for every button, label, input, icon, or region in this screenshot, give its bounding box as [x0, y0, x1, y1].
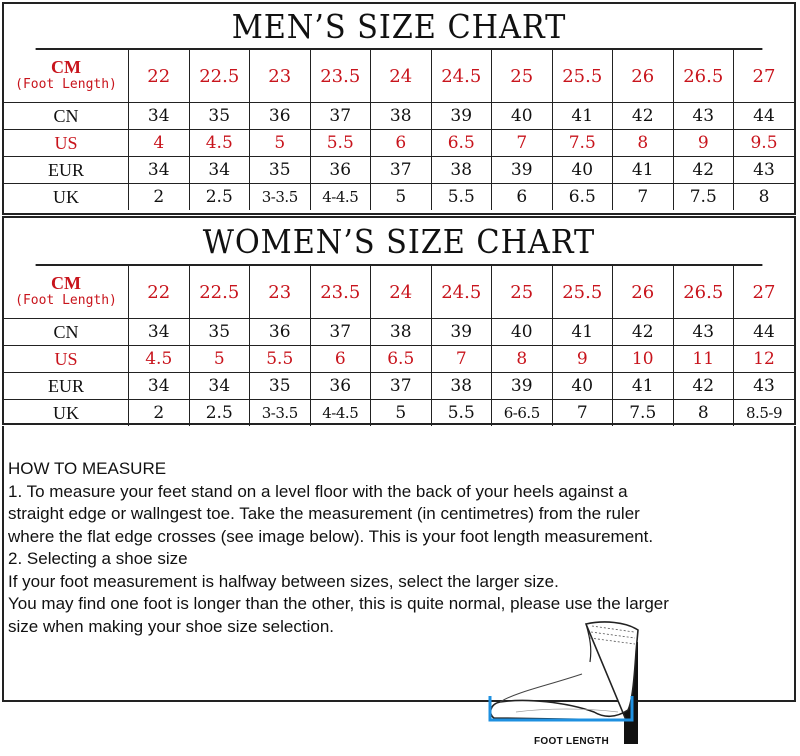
women-chart-title: WOMEN’S SIZE CHART: [36, 218, 763, 266]
men-cell-uk: 2: [129, 184, 190, 211]
men-cell-us: 8: [613, 130, 674, 157]
women-cell-eur: 41: [613, 373, 674, 400]
measure-line: If your foot measurement is halfway between sizes, select the larger size.: [8, 571, 559, 591]
men-cell-cn: 42: [613, 103, 674, 130]
men-row-label-cm: [4, 50, 129, 103]
women-cell-eur: 40: [552, 373, 613, 400]
men-cell-cn: 41: [552, 103, 613, 130]
men-cell-eur: 40: [552, 157, 613, 184]
women-cell-us: 6.5: [371, 346, 432, 373]
women-cell-eur: 38: [431, 373, 492, 400]
men-cell-uk: 7.5: [673, 184, 734, 211]
women-cell-eur: 34: [129, 373, 190, 400]
men-cell-cn: 38: [371, 103, 432, 130]
men-size-chart: [2, 2, 796, 215]
women-cell-cn: 39: [431, 319, 492, 346]
men-row-label-eur: [4, 157, 129, 184]
women-cell-uk: 7: [552, 400, 613, 427]
women-size-table: [4, 266, 794, 426]
men-cell-cm: 25: [492, 50, 553, 103]
men-cell-us: 4: [129, 130, 190, 157]
row-label-text: CN: [53, 321, 79, 342]
men-cell-cn: 40: [492, 103, 553, 130]
men-row-label-cn: [4, 103, 129, 130]
men-cell-uk: 5: [371, 184, 432, 211]
measure-subheading: 2. Selecting a shoe size: [8, 549, 188, 568]
men-cell-eur: 36: [310, 157, 371, 184]
men-row-label-uk: [4, 184, 129, 211]
men-cell-cm: 22.5: [189, 50, 250, 103]
men-cell-us: 4.5: [189, 130, 250, 157]
women-cell-uk: 5.5: [431, 400, 492, 427]
men-row-cm: [4, 50, 794, 103]
women-cell-uk: 4-4.5: [310, 400, 371, 427]
women-cell-us: 11: [673, 346, 734, 373]
foot-icon: [491, 622, 638, 720]
men-row-label-us: [4, 130, 129, 157]
men-cell-cm: 24: [371, 50, 432, 103]
women-cell-uk: 7.5: [613, 400, 674, 427]
women-cell-us: 8: [492, 346, 553, 373]
men-cell-us: 5: [250, 130, 311, 157]
women-cell-eur: 36: [310, 373, 371, 400]
men-chart-title: MEN’S SIZE CHART: [36, 4, 763, 50]
men-cell-eur: 41: [613, 157, 674, 184]
men-cell-cm: 26.5: [673, 50, 734, 103]
women-cell-eur: 42: [673, 373, 734, 400]
row-label-text: EUR: [48, 159, 84, 180]
women-cell-cm: 22: [129, 266, 190, 319]
women-cell-cn: 44: [734, 319, 795, 346]
men-cell-cn: 35: [189, 103, 250, 130]
men-row-uk: [4, 184, 794, 211]
women-cell-cm: 25.5: [552, 266, 613, 319]
row-sublabel-text: (Foot Length): [15, 293, 117, 308]
women-cell-uk: 8: [673, 400, 734, 427]
women-row-cm: [4, 266, 794, 319]
men-cell-cm: 23: [250, 50, 311, 103]
measure-heading: HOW TO MEASURE: [8, 459, 167, 478]
women-cell-cn: 41: [552, 319, 613, 346]
women-cell-eur: 43: [734, 373, 795, 400]
women-cell-us: 4.5: [129, 346, 190, 373]
women-cell-us: 12: [734, 346, 795, 373]
men-cell-uk: 6.5: [552, 184, 613, 211]
men-cell-uk: 8: [734, 184, 795, 211]
row-label-text: UK: [53, 402, 79, 423]
women-cell-cm: 27: [734, 266, 795, 319]
men-cell-us: 7.5: [552, 130, 613, 157]
men-cell-eur: 35: [250, 157, 311, 184]
men-cell-uk: 3-3.5: [250, 184, 311, 211]
men-cell-eur: 43: [734, 157, 795, 184]
measure-line: You may find one foot is longer than the other, this is quite normal, please use the larger: [8, 594, 669, 613]
men-cell-cn: 37: [310, 103, 371, 130]
women-cell-cm: 22.5: [189, 266, 250, 319]
women-cell-uk: 8.5-9: [734, 400, 795, 427]
women-cell-uk: 5: [371, 400, 432, 427]
women-cell-us: 6: [310, 346, 371, 373]
women-cell-cn: 40: [492, 319, 553, 346]
how-to-measure-text: [8, 458, 798, 638]
men-cell-eur: 37: [371, 157, 432, 184]
men-cell-us: 9.5: [734, 130, 795, 157]
men-row-eur: [4, 157, 794, 184]
women-cell-cm: 26: [613, 266, 674, 319]
women-cell-cm: 23: [250, 266, 311, 319]
measure-line: where the flat edge crosses (see image below). This is your foot length measurement.: [8, 526, 654, 546]
men-cell-cm: 25.5: [552, 50, 613, 103]
men-cell-us: 7: [492, 130, 553, 157]
women-cell-us: 7: [431, 346, 492, 373]
women-cell-eur: 35: [250, 373, 311, 400]
men-cell-cn: 36: [250, 103, 311, 130]
men-cell-us: 9: [673, 130, 734, 157]
women-row-label-cn: [4, 319, 129, 346]
women-cell-eur: 39: [492, 373, 553, 400]
men-cell-uk: 2.5: [189, 184, 250, 211]
men-cell-uk: 4-4.5: [310, 184, 371, 211]
row-label-text: US: [54, 348, 78, 369]
women-cell-cm: 23.5: [310, 266, 371, 319]
women-cell-cn: 42: [613, 319, 674, 346]
women-size-chart: [2, 216, 796, 425]
men-cell-uk: 5.5: [431, 184, 492, 211]
women-cell-cn: 43: [673, 319, 734, 346]
men-cell-cm: 22: [129, 50, 190, 103]
women-row-uk: [4, 400, 794, 427]
men-cell-eur: 42: [673, 157, 734, 184]
row-label-text: UK: [53, 186, 79, 207]
women-cell-cn: 36: [250, 319, 311, 346]
women-cell-cm: 24.5: [431, 266, 492, 319]
foot-measurement-illustration: [486, 612, 666, 756]
men-cell-cm: 26: [613, 50, 674, 103]
women-cell-us: 5: [189, 346, 250, 373]
men-cell-eur: 34: [129, 157, 190, 184]
women-row-label-us: [4, 346, 129, 373]
women-cell-cm: 25: [492, 266, 553, 319]
women-row-cn: [4, 319, 794, 346]
women-cell-uk: 3-3.5: [250, 400, 311, 427]
men-cell-eur: 38: [431, 157, 492, 184]
how-to-measure-section: [2, 426, 796, 702]
women-cell-cm: 26.5: [673, 266, 734, 319]
women-row-label-eur: [4, 373, 129, 400]
foot-length-label: FOOT LENGTH: [534, 736, 609, 747]
men-cell-cn: 44: [734, 103, 795, 130]
women-cell-cn: 38: [371, 319, 432, 346]
men-cell-us: 6: [371, 130, 432, 157]
men-cell-cn: 43: [673, 103, 734, 130]
men-row-cn: [4, 103, 794, 130]
row-label-text: CN: [53, 105, 79, 126]
row-label-text: US: [54, 132, 78, 153]
men-cell-uk: 7: [613, 184, 674, 211]
women-cell-uk: 2: [129, 400, 190, 427]
women-row-eur: [4, 373, 794, 400]
men-cell-us: 6.5: [431, 130, 492, 157]
women-row-label-uk: [4, 400, 129, 427]
men-cell-us: 5.5: [310, 130, 371, 157]
men-row-us: [4, 130, 794, 157]
women-cell-eur: 37: [371, 373, 432, 400]
women-cell-us: 9: [552, 346, 613, 373]
men-cell-cm: 24.5: [431, 50, 492, 103]
measure-line: straight edge or wallngest toe. Take the measurement (in centimetres) from the ruler: [8, 504, 640, 523]
women-cell-us: 10: [613, 346, 674, 373]
women-cell-cn: 35: [189, 319, 250, 346]
men-cell-cn: 34: [129, 103, 190, 130]
women-row-us: [4, 346, 794, 373]
row-sublabel-text: (Foot Length): [15, 77, 117, 92]
men-cell-eur: 34: [189, 157, 250, 184]
women-cell-cm: 24: [371, 266, 432, 319]
women-cell-uk: 2.5: [189, 400, 250, 427]
row-label-text: CM: [51, 273, 81, 293]
men-cell-eur: 39: [492, 157, 553, 184]
men-cell-cn: 39: [431, 103, 492, 130]
row-label-text: CM: [51, 57, 81, 77]
women-row-label-cm: [4, 266, 129, 319]
row-label-text: EUR: [48, 375, 84, 396]
measure-line: 1. To measure your feet stand on a level floor with the back of your heels against a: [8, 481, 628, 501]
men-cell-cm: 27: [734, 50, 795, 103]
women-cell-us: 5.5: [250, 346, 311, 373]
measure-line: size when making your shoe size selection.: [8, 616, 334, 636]
women-cell-eur: 34: [189, 373, 250, 400]
men-size-table: [4, 50, 794, 210]
men-cell-cm: 23.5: [310, 50, 371, 103]
men-cell-uk: 6: [492, 184, 553, 211]
women-cell-cn: 37: [310, 319, 371, 346]
women-cell-cn: 34: [129, 319, 190, 346]
women-cell-uk: 6-6.5: [492, 400, 553, 427]
